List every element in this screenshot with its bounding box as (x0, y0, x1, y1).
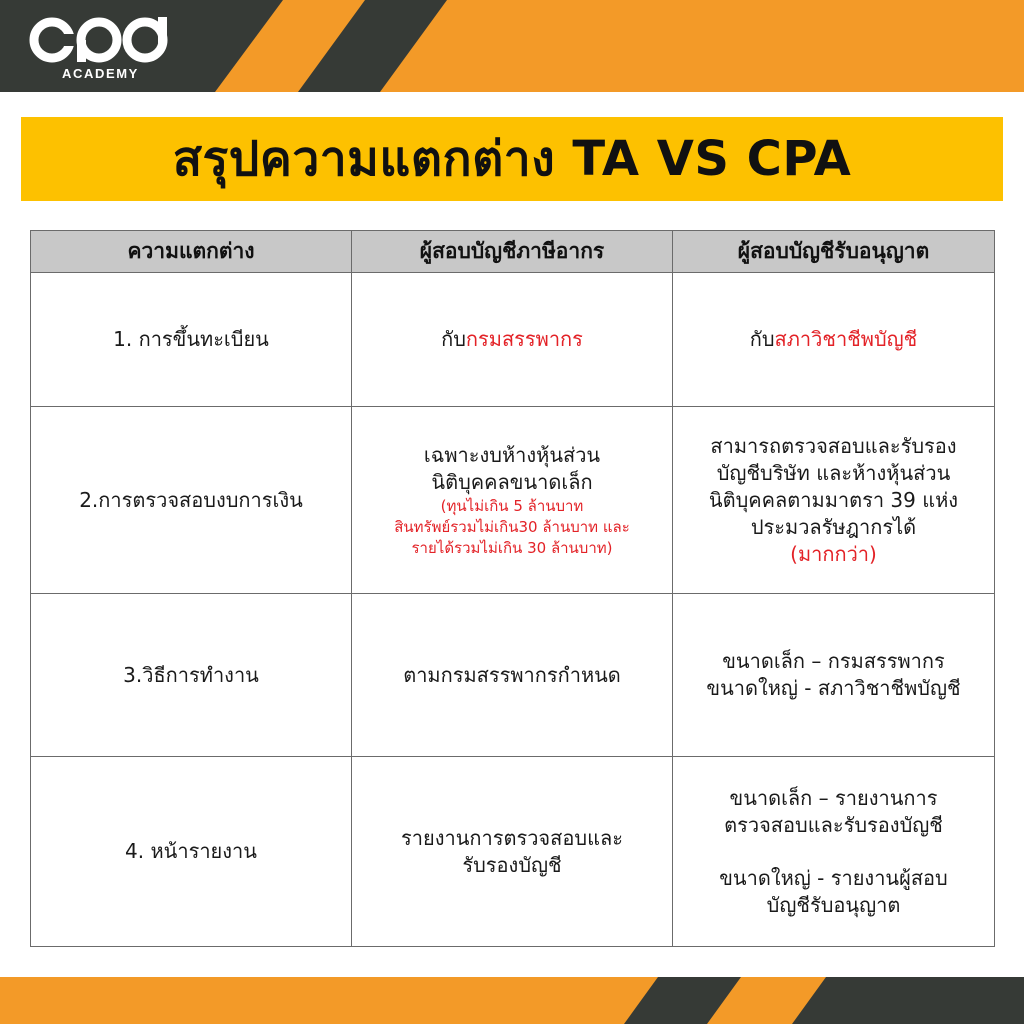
header-cpa: ผู้สอบบัญชีรับอนุญาต (673, 231, 995, 273)
cpa-line: บัญชีบริษัท และห้างหุ้นส่วน (716, 460, 951, 485)
spacer (683, 839, 984, 865)
ta-line: นิติบุคคลขนาดเล็ก (431, 469, 593, 494)
ta-highlight: กรมสรรพากร (465, 327, 583, 351)
ta-line: รายงานการตรวจสอบและ (401, 825, 623, 850)
cpa-line: ประมวลรัษฎากรได้ (750, 514, 917, 539)
ta-note-line: สินทรัพย์รวมไม่เกิน30 ล้านบาท และ (394, 517, 630, 536)
cpa-line: ขนาดใหญ่ - สภาวิชาชีพบัญชี (706, 676, 961, 700)
cpa-cell (673, 757, 995, 947)
topic-cell: 1. การขึ้นทะเบียน (31, 273, 352, 407)
ta-cell: ตามกรมสรรพากรกำหนด (352, 594, 673, 757)
header-band (0, 0, 1024, 92)
cpa-highlight: สภาวิชาชีพบัญชี (774, 327, 918, 351)
ta-note-line: (ทุนไม่เกิน 5 ล้านบาท (440, 496, 584, 515)
table-header-row (31, 231, 995, 273)
cpa-cell (673, 407, 995, 594)
ta-line: รับรองบัญชี (462, 852, 562, 877)
logo-subtitle: ACADEMY (62, 66, 139, 81)
table-row (31, 273, 995, 407)
cpa-line: นิติบุคคลตามมาตรา 39 แห่ง (708, 487, 959, 512)
header-difference: ความแตกต่าง (31, 231, 352, 273)
cpa-prefix: กับ (749, 327, 775, 351)
table-row (31, 594, 995, 757)
ta-cell (352, 407, 673, 594)
ta-line: เฉพาะงบห้างหุ้นส่วน (423, 442, 601, 467)
ta-prefix: กับ (441, 327, 466, 351)
table-row (31, 407, 995, 594)
cpa-line: ขนาดเล็ก – กรมสรรพากร (722, 649, 945, 673)
cpa-small-line: ขนาดเล็ก – รายงานการ (729, 785, 938, 810)
topic-cell: 4. หน้ารายงาน (31, 757, 352, 947)
topic-cell: 3.วิธีการทำงาน (31, 594, 352, 757)
cpa-cell (673, 273, 995, 407)
table-row (31, 757, 995, 947)
cpa-large-line: ขนาดใหญ่ - รายงานผู้สอบ (719, 865, 948, 890)
cpa-line: สามารถตรวจสอบและรับรอง (710, 433, 957, 458)
cpa-small-line: ตรวจสอบและรับรองบัญชี (724, 812, 943, 837)
ta-cell (352, 273, 673, 407)
footer-band (0, 977, 1024, 1024)
footer-stripes (0, 977, 1024, 1024)
page-title: สรุปความแตกต่าง TA VS CPA (172, 131, 852, 187)
ta-cell (352, 757, 673, 947)
cpa-highlight: (มากกว่า) (790, 541, 877, 566)
topic-cell: 2.การตรวจสอบงบการเงิน (31, 407, 352, 594)
comparison-table (30, 230, 995, 947)
header-tax-auditor: ผู้สอบบัญชีภาษีอากร (352, 231, 673, 273)
title-banner (21, 117, 1003, 201)
cpa-large-line: บัญชีรับอนุญาต (766, 892, 901, 917)
ta-note-line: รายได้รวมไม่เกิน 30 ล้านบาท) (411, 538, 613, 557)
cpa-cell (673, 594, 995, 757)
